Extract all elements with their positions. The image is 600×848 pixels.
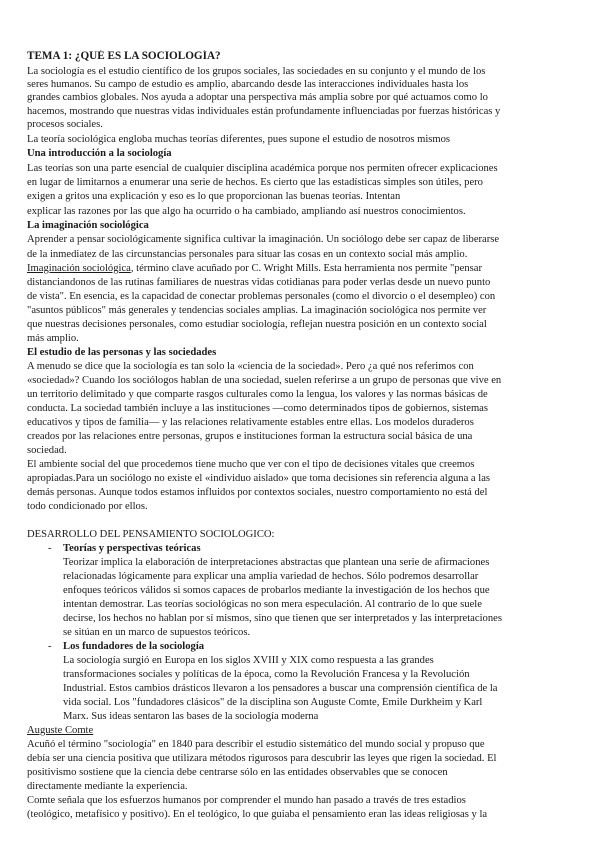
paragraph-line: más amplio. (27, 333, 79, 344)
paragraph-line: A menudo se dice que la sociología es tan solo la «ciencia de la sociedad». Pero ¿a qué nos referimos con (27, 361, 474, 372)
paragraph-line: de la inmediatez de las circunstancias personales para situar las cosas en un contexto social más amplio. (27, 249, 468, 260)
list-bullet: - (48, 641, 52, 652)
part-heading: DESARROLLO DEL PENSAMIENTO SOCIOLÓGICO: (27, 529, 275, 540)
paragraph-line: creados por las relaciones entre personas, grupos e instituciones forman la estructura social básica de una (27, 431, 473, 442)
list-bullet: - (48, 543, 52, 554)
list-item-line: Marx. Sus ideas sentaron las bases de la sociología moderna (63, 711, 319, 722)
paragraph-line: explicar las razones por las que algo ha ocurrido o ha cambiado, ampliando así nuestros conocimientos. (27, 206, 466, 217)
list-item-line: decirse, los hechos no hablan por sí mismos, sino que tienen que ser interpretados y las interpretaciones (63, 613, 502, 624)
paragraph-line: todo condicionado por ellos. (27, 501, 148, 512)
list-item-line: enfoques teóricos válidos si somos capaces de probarlos mediante la investigación de los hechos que (63, 585, 490, 596)
intro-line: La teoría sociológica engloba muchas teorías diferentes, pues supone el estudio de nosotros mismos (27, 134, 451, 145)
paragraph-line: de vista". En esencia, es la capacidad de conectar problemas personales (como el divorcio o el desempleo) con (27, 291, 496, 302)
paragraph-line: sociedad. (27, 445, 67, 456)
paragraph-line: conducta. La sociedad también incluye a las instituciones —como determinados tipos de gobiernos, sistemas (27, 403, 489, 414)
paragraph-line: Comte señala que los esfuerzos humanos por comprender el mundo han pasado a través de tres estadios (27, 795, 466, 806)
list-item-line: relacionadas lógicamente para explicar una amplia variedad de hechos. Sólo podremos desarrollar (63, 571, 479, 582)
intro-line: procesos sociales. (27, 119, 103, 130)
paragraph-line: Acuñó el término "sociología" en 1840 para describir el estudio sistemático del mundo social y propuso que (27, 739, 485, 750)
paragraph-line: El ambiente social del que procedemos tiene mucho que ver con el tipo de decisiones vitales que creemos (27, 459, 475, 470)
underlined-term: Imaginación sociológica (27, 263, 131, 274)
paragraph-line: un territorio delimitado y que comparte rasgos culturales como la lengua, los valores y las normas básicas de (27, 389, 488, 400)
paragraph-line: en lugar de limitarnos a enumerar una serie de hechos. Es cierto que las estadísticas simples son útiles, pero (27, 177, 483, 188)
paragraph-line: distanciandonos de las rutinas familiares de nuestras vidas cotidianas para poder verlas desde un nuevo punto (27, 277, 491, 288)
list-item-line: vida social. Los "fundadores clásicos" de la disciplina son Auguste Comte, Émile Durkheim y Karl (63, 697, 483, 708)
paragraph-line: Las teorías son una parte esencial de cualquier disciplina académica porque nos permiten ofrecer explicaciones (27, 163, 498, 174)
intro-line: grandes cambios globales. Nos ayuda a adoptar una perspectiva más amplia sobre por qué actuamos como lo (27, 92, 488, 103)
list-item-title: Los fundadores de la sociología (63, 641, 205, 652)
list-item-line: se sitúan en un marco de supuestos teóricos. (63, 627, 251, 638)
paragraph-line: "asuntos públicos" más generales y tendencias sociales amplias. La imaginación sociológica nos permite ver (27, 305, 487, 316)
list-item-line: transformaciones sociales y políticas de la época, como la Revolución Francesa y la Revolución (63, 669, 470, 680)
section-heading-estudio: El estudio de las personas y las sociedades (27, 347, 217, 358)
list-item-line: intentan demostrar. Las teorías sociológicas no son mera especulación. Al contrario de lo que suele (63, 599, 482, 610)
paragraph-line (27, 263, 575, 275)
page-title: TEMA 1: ¿QUÉ ES LA SOCIOLOGÍA? (27, 50, 221, 62)
list-item-line: Teorizar implica la elaboración de interpretaciones abstractas que plantean una serie de afirmaciones (63, 557, 490, 568)
paragraph-line: educativos y tipos de familia— y las relaciones relativamente estables entre ellas. Los modelos duraderos (27, 417, 474, 428)
paragraph-line: demás personas. Aunque todos estamos influidos por contextos sociales, nuestro comportamiento no está del (27, 487, 488, 498)
list-item-line: Industrial. Estos cambios drásticos llevaron a los pensadores a buscar una comprensión científica de la (63, 683, 498, 694)
section-heading-introduccion: Una introducción a la sociología (27, 148, 172, 159)
subsection-heading-comte: Auguste Comte (27, 725, 94, 736)
paragraph-line: (teológico, metafísico y positivo). En el teológico, lo que guiaba el pensamiento eran las ideas religiosas y la (27, 809, 488, 820)
term-continuation: , término clave acuñado por C. Wright Mills. Esta herramienta nos permite "pensar (130, 263, 482, 274)
paragraph-line: exigen a gritos una explicación y eso es lo que proporcionan las buenas teorías. Intentan (27, 191, 401, 202)
paragraph-line: Aprender a pensar sociológicamente significa cultivar la imaginación. Un sociólogo debe ser capaz de liberarse (27, 234, 500, 245)
paragraph-line: positivismo sostiene que la ciencia debe centrarse sólo en las entidades observables que se conocen (27, 767, 448, 778)
intro-line: hacemos, mostrando que nuestras vidas individuales están profundamente influenciadas por fuerzas históricas y (27, 106, 501, 117)
list-item-title: Teorías y perspectivas teóricas (63, 543, 201, 554)
section-heading-imaginacion: La imaginación sociológica (27, 220, 149, 231)
paragraph-line: que nuestras decisiones personales, como estudiar sociología, reflejan nuestra posición en un contexto social (27, 319, 487, 330)
intro-line: La sociología es el estudio científico de los grupos sociales, las sociedades en su conjunto y el mundo de los (27, 66, 486, 77)
intro-line: seres humanos. Su campo de estudio es amplio, abarcando desde las interacciones individuales hasta los (27, 79, 469, 90)
paragraph-line: debía ser una ciencia positiva que utilizara métodos rigurosos para descubrir las leyes que rigen la sociedad. El (27, 753, 497, 764)
list-item-line: La sociología surgió en Europa en los siglos XVIII y XIX como respuesta a las grandes (63, 655, 434, 666)
document-page (27, 0, 575, 848)
paragraph-line: apropiadas.Para un sociólogo no existe el «individuo aislado» que toma decisiones sin referencia alguna a las (27, 473, 491, 484)
paragraph-line: directamente mediante la experiencia. (27, 781, 188, 792)
paragraph-line: «sociedad»? Cuando los sociólogos hablan de una sociedad, suelen referirse a un grupo de personas que vive en (27, 375, 502, 386)
